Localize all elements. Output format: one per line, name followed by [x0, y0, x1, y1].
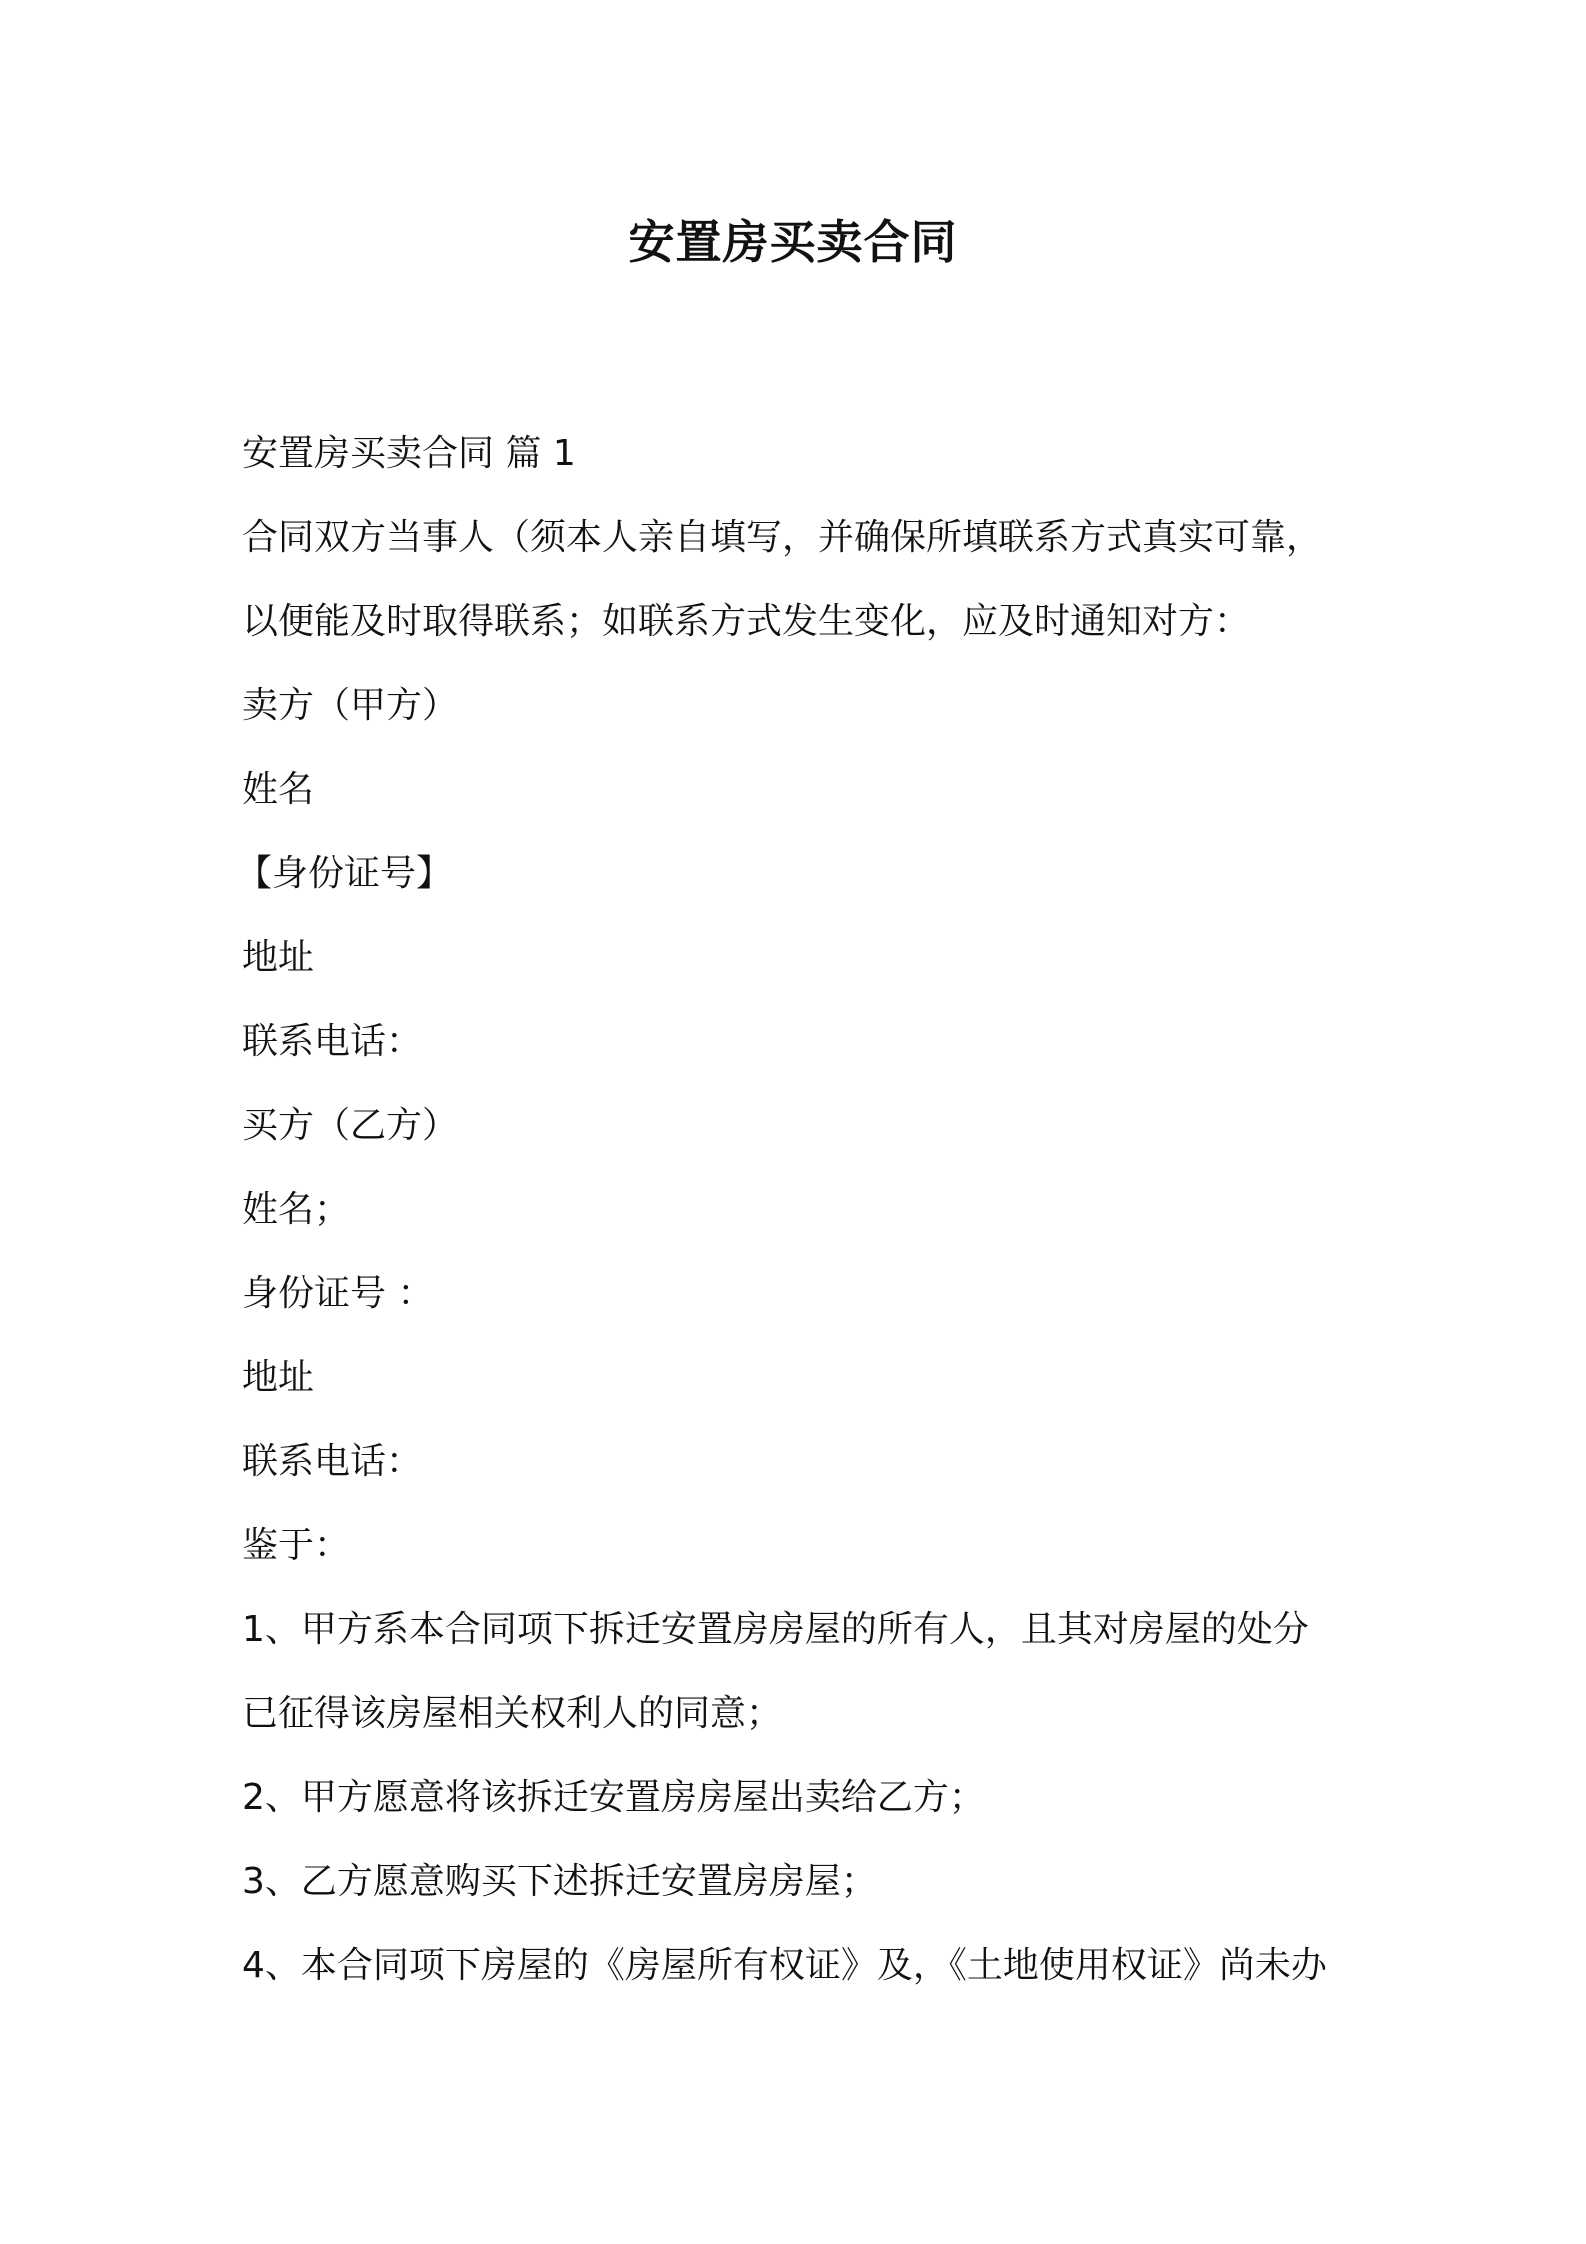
buyer-phone-label: 联系电话： [242, 1441, 423, 1482]
buyer-address-label: 地址 [242, 1357, 315, 1398]
section-heading: 安置房买卖合同 篇 1 [242, 433, 576, 474]
seller-phone-label: 联系电话： [242, 1021, 423, 1062]
clause-1-line: 1、甲方系本合同项下拆迁安置房房屋的所有人，且其对房屋的处分 [242, 1609, 1309, 1650]
whereas-heading: 鉴于： [242, 1525, 351, 1566]
seller-id-label: 【身份证号】 [236, 853, 453, 894]
buyer-id-label: 身份证号 ： [242, 1273, 434, 1314]
clause-1-line: 已征得该房屋相关权利人的同意； [242, 1693, 783, 1734]
document-title: 安置房买卖合同 [628, 215, 958, 269]
buyer-label: 买方（乙方） [242, 1105, 459, 1146]
seller-address-label: 地址 [242, 937, 315, 978]
clause-2-line: 2、甲方愿意将该拆迁安置房房屋出卖给乙方； [242, 1777, 985, 1818]
seller-label: 卖方（甲方） [242, 685, 459, 726]
seller-name-label: 姓名 [242, 769, 315, 810]
document-body [236, 412, 1352, 2008]
paragraph-line: 合同双方当事人（须本人亲自填写，并确保所填联系方式真实可靠， [242, 517, 1323, 558]
buyer-name-label: 姓名； [242, 1189, 351, 1230]
clause-3-line: 3、乙方愿意购买下述拆迁安置房房屋； [242, 1861, 877, 1902]
paragraph-line: 以便能及时取得联系；如联系方式发生变化，应及时通知对方： [242, 601, 1251, 642]
clause-4-line: 4、本合同项下房屋的《房屋所有权证》及，《土地使用权证》尚未办 [242, 1945, 1327, 1986]
